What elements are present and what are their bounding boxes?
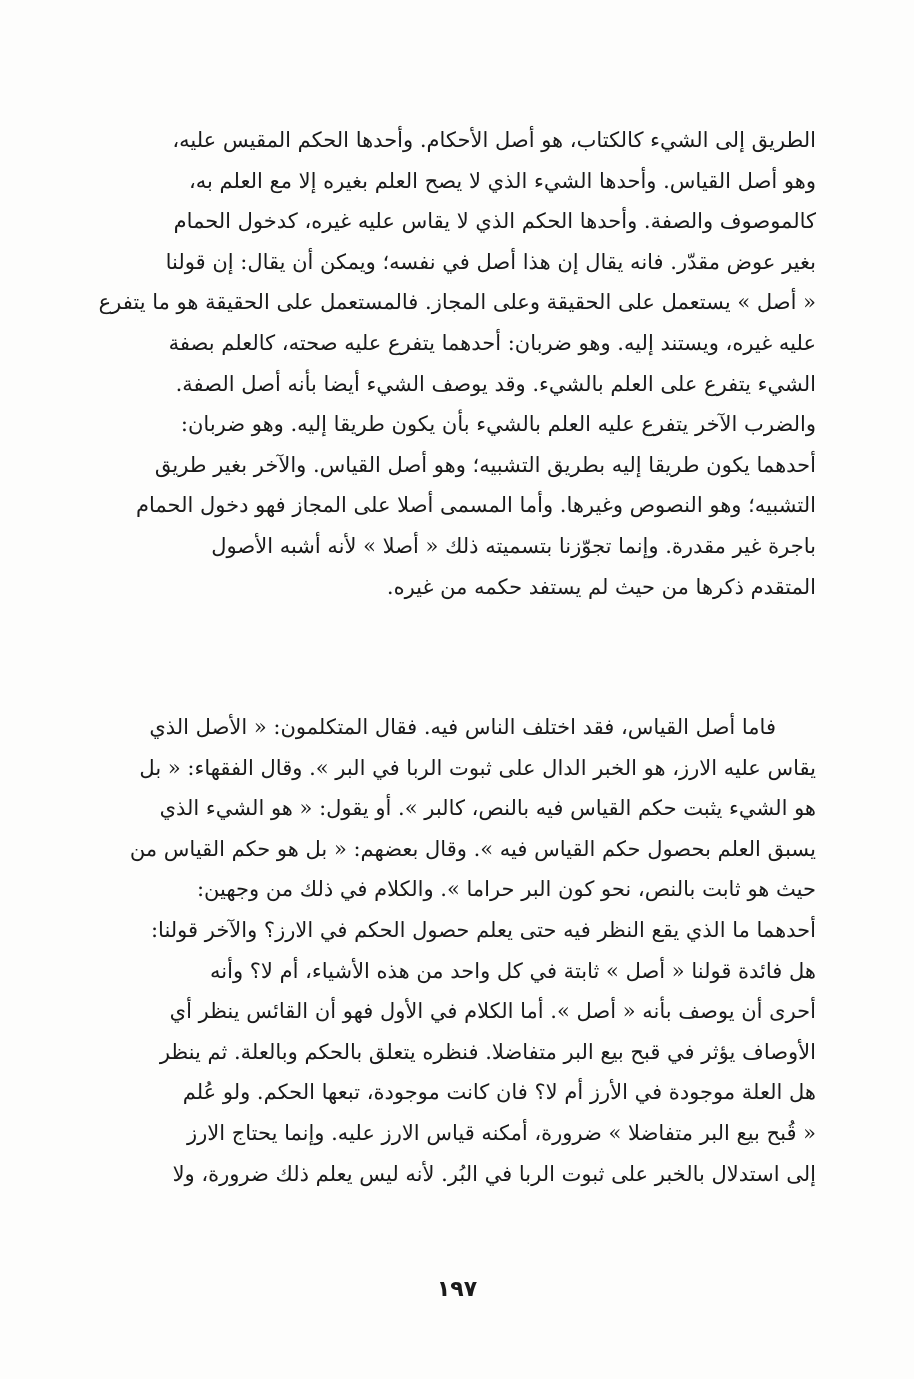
text-line: هو الشيء يثبت حكم القياس فيه بالنص، كالبر ». أو يقول: « هو الشيء الذي <box>159 796 816 821</box>
text-line: يسبق العلم بحصول حكم القياس فيه ». وقال بعضهم: « بل هو حكم القياس من <box>129 836 816 861</box>
text-line: أحرى أن يوصف بأنه « أصل ». أما الكلام في الأول فهو أن القائس ينظر أي <box>169 999 816 1024</box>
text-line: الأوصاف يؤثر في قبح بيع البر متفاضلا. فنظره يتعلق بالحكم وبالعلة. ثم ينظر <box>159 1039 816 1064</box>
text-line: المتقدم ذكرها من حيث لم يستفد حكمه من غيره. <box>386 574 816 599</box>
text-line: يقاس عليه الارز، هو الخبر الدال على ثبوت الربا في البر ». وقال الفقهاء: « بل <box>139 755 816 780</box>
text-line: « أصل » يستعمل على الحقيقة وعلى المجاز. فالمستعمل على الحقيقة هو ما يتفرع <box>98 290 816 315</box>
text-line: الشيء يتفرع على العلم بالشيء. وقد يوصف الشيء أيضا بأنه أصل الصفة. <box>175 371 816 396</box>
text-line: الطريق إلى الشيء كالكتاب، هو أصل الأحكام. وأحدها الحكم المقيس عليه، <box>172 128 816 152</box>
text-line: عليه غيره، ويستند إليه. وهو ضربان: أحدهما يتفرع عليه صحته، كالعلم بصفة <box>168 330 816 355</box>
text-line: « قُبح بيع البر متفاضلا » ضرورة، أمكنه قياس الارز عليه. وإنما يحتاج الارز <box>186 1120 816 1145</box>
text-line: أحدهما ما الذي يقع النظر فيه حتى يعلم حصول الحكم في الارز؟ والآخر قولنا: <box>150 917 816 942</box>
text-line: والضرب الآخر يتفرع عليه العلم بالشيء بأن يكون طريقا إليه. وهو ضربان: <box>180 412 816 437</box>
paragraph-1 <box>96 120 816 607</box>
text-line: باجرة غير مقدرة. وإنما تجوّزنا بتسميته ذلك « أصلا » لأنه أشبه الأصول <box>211 533 816 558</box>
paragraph-2 <box>96 707 816 1194</box>
text-line: إلى استدلال بالخبر على ثبوت الربا في البُر. لأنه ليس يعلم ذلك ضرورة، ولا <box>172 1161 816 1186</box>
text-line: أحدهما يكون طريقا إليه بطريق التشبيه؛ وهو أصل القياس. والآخر بغير طريق <box>154 452 816 477</box>
text-line: حيث هو ثابت بالنص، نحو كون البر حراما ». والكلام في ذلك من وجهين: <box>196 877 816 902</box>
text-line: بغير عوض مقدّر. فانه يقال إن هذا أصل في نفسه؛ ويمكن أن يقال: إن قولنا <box>165 249 816 274</box>
text-line: هل فائدة قولنا « أصل » ثابتة في كل واحد من هذه الأشياء، أم لا؟ وأنه <box>210 958 816 983</box>
text-line: هل العلة موجودة في الأرز أم لا؟ فان كانت موجودة، تبعها الحكم. ولو عُلم <box>182 1080 816 1105</box>
text-line: وهو أصل القياس. وأحدها الشيء الذي لا يصح العلم بغيره إلا مع العلم به، <box>189 168 816 193</box>
text-line-first: فاما أصل القياس، فقد اختلف الناس فيه. فقال المتكلمون: « الأصل الذي <box>149 715 776 739</box>
text-line: التشبيه؛ وهو النصوص وغيرها. وأما المسمى أصلا على المجاز فهو دخول الحمام <box>136 493 816 518</box>
text-line: كالموصوف والصفة. وأحدها الحكم الذي لا يقاس عليه غيره، كدخول الحمام <box>173 209 816 234</box>
page-number: ١٩٧ <box>436 1277 478 1302</box>
